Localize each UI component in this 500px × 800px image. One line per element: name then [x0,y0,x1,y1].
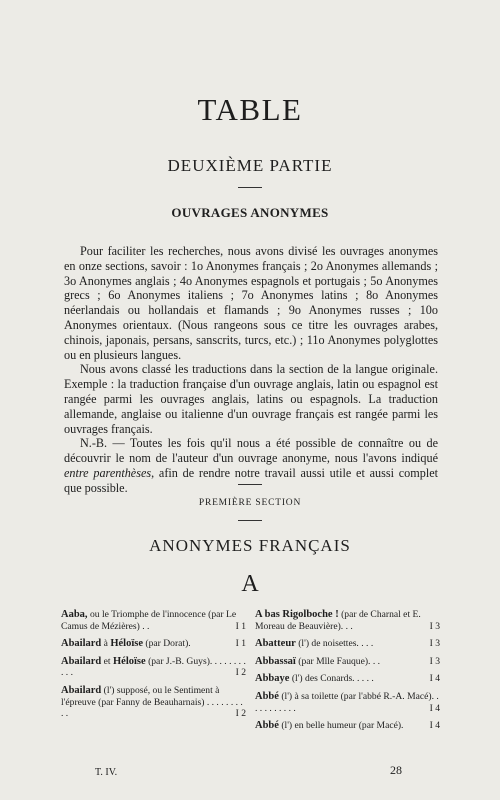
section-title: ANONYMES FRANÇAIS [149,536,351,555]
divider [238,484,262,485]
entry-text: (l') de noisettes. . . . [295,638,374,650]
list-item [255,638,440,650]
intro-text-span: , afin de rendre notre travail aussi utile et aussi complet que possible. [64,465,438,495]
entry-headword: Abbé [255,690,279,702]
entry-text: (par de Charnal et E. Moreau de Beauvière). . . [255,609,421,632]
entry-headword: Abbassaï [255,655,296,667]
list-item [255,609,440,632]
divider [238,187,262,188]
intro-paragraph: Pour faciliter les recherches, nous avons divisé les ouvrages anonymes en onze sections, savoir : 1o Anonymes français ; 2o Anonymes allemands ; 3o Anonymes anglais ; 4o Anonymes espagnols et portugais ; 5o Anonymes grecs ; 6o Anonymes italiens ; 7o Anonymes latins ; 8o Anonymes néerlandais ou hollandais et flamands ; 9o Anonymes russes ; 10o Anonymes orientaux. (Nous rangeons sous ce titre les ouvrages arabes, chinois, japonais, persans, sanscrits, turcs, etc.) ; 11o Anonymes polyglottes ou en plusieurs langues. [64,244,438,362]
intro-text [64,244,438,496]
entry-headword: Abatteur [255,638,296,650]
entry-ref: I 4 [429,702,440,714]
entries-left-column [61,609,246,726]
entry-headword: Abbé [255,720,279,732]
entry-headword: Héloïse [113,655,146,667]
entry-text: ou le Triomphe de l'innocence (par Le Camus de Mézières) . . [61,609,237,632]
entry-text: (par J.-B. Guys). . . . . . . . . . . [61,655,246,679]
entry-headword: Aaba, [61,609,88,620]
entry-ref: I 1 [235,620,246,632]
subtitle: OUVRAGES ANONYMES [171,205,329,220]
entries-right-column [255,609,440,738]
entry-text: à [101,638,111,650]
entry-headword: Abbaye [255,673,290,685]
entry-headword: Abailard [61,655,102,667]
entry-ref: I 3 [429,620,440,632]
emphasis-text: entre parenthèses [64,465,152,480]
list-item [61,638,246,650]
section-letter: A [241,571,259,597]
page-number: 28 [390,763,402,777]
entry-text: (par Mlle Fauque). . . [295,655,381,667]
entry-ref: I 4 [429,673,440,685]
entry-headword: Abailard [61,638,102,650]
list-item [61,685,246,720]
entry-ref: I 4 [429,720,440,732]
list-item [255,656,440,668]
entry-ref: I 2 [235,667,246,679]
list-item [255,673,440,685]
list-item [255,720,440,732]
list-item [61,656,246,679]
section-label: PREMIÈRE SECTION [198,498,302,508]
intro-text-span: N.-B. — Toutes les fois qu'il nous a été possible de connaître ou de découvrir le nom de l'auteur d'un ouvrage anonyme, nous l'avons indiqué [64,436,438,466]
intro-paragraph: Nous avons classé les traductions dans la section de la langue originale. Exemple : la traduction française d'un ouvrage anglais, latin ou espagnol est rangée parmi les ouvrages anglais, latins ou espagnols. La traduction allemande, anglaise ou italienne d'un ouvrage français est rangée parmi les ouvrages français. [64,362,438,436]
list-item [255,691,440,714]
entry-headword: Abailard [61,684,102,696]
list-item [61,609,246,632]
entry-text: (l') supposé, ou le Sentiment à l'épreuve (par Fanny de Beauharnais) . . . . . . . . . . [61,684,243,720]
entry-ref: I 2 [235,708,246,720]
divider [238,520,262,521]
entry-headword: A bas Rigolboche ! [255,609,339,620]
page-title: TABLE [197,92,303,127]
entry-text: (par Dorat). [143,638,191,650]
entry-text: et [101,655,113,667]
entry-headword: Héloïse [110,638,143,650]
part-heading: DEUXIÈME PARTIE [167,156,333,175]
entry-text: (l') en belle humeur (par Macé). [278,720,404,732]
intro-paragraph [64,436,438,495]
volume-label: T. IV. [95,767,118,778]
entry-text: (l') des Conards. . . . . [289,673,374,685]
entry-ref: I 3 [429,638,440,650]
entry-ref: I 3 [429,655,440,667]
entry-ref: I 1 [235,638,246,650]
entry-text: (l') à sa toilette (par l'abbé R.-A. Macé). . . . . . . . . . . [255,690,439,714]
